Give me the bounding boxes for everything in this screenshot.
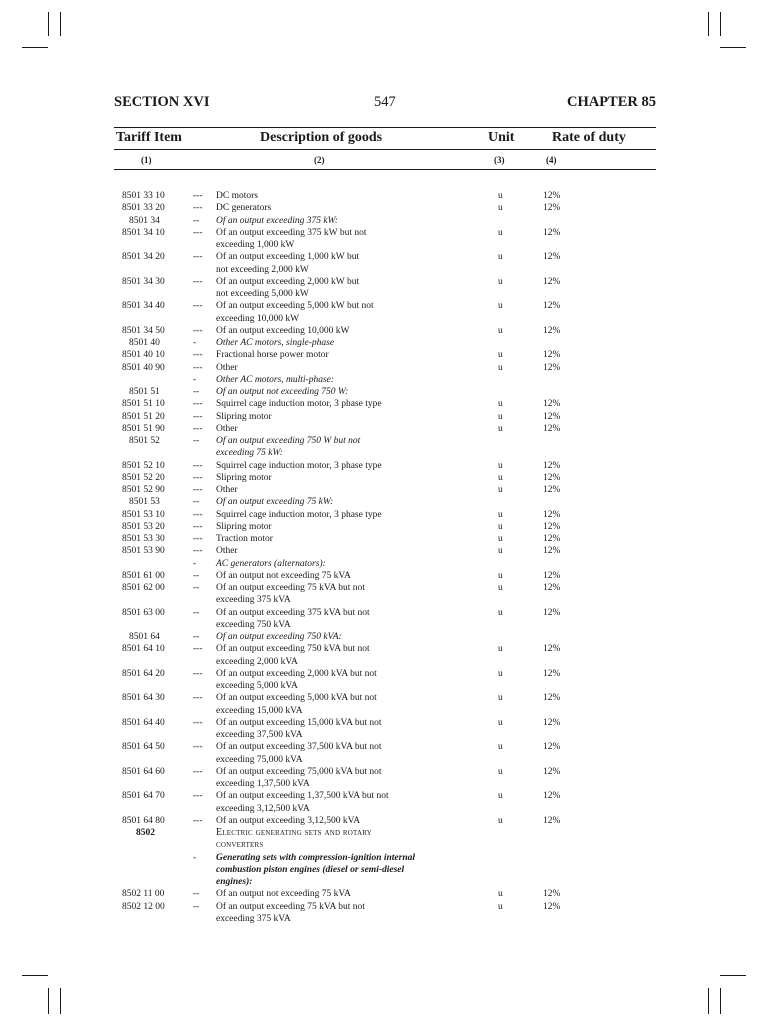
table-subheader-rule [114,169,656,170]
goods-description: Of an output not exceeding 750 W: [216,387,349,397]
duty-rate: 12% [543,742,561,753]
tariff-code: 8502 [136,828,155,838]
indent-dash: --- [193,717,203,728]
unit-value: u [498,252,503,263]
duty-rate: 12% [543,889,561,900]
unit-value: u [498,766,503,777]
goods-description: exceeding 750 kVA [216,619,291,630]
unit-value: u [498,191,503,201]
unit-value: u [498,791,503,802]
unit-value: u [498,485,503,495]
duty-rate: 12% [543,472,561,483]
goods-description: Other AC motors, single-phase [216,338,335,348]
goods-description: Of an output exceeding 5,000 kVA but not [216,693,377,704]
tariff-code: 8501 51 [129,387,160,397]
tariff-code: 8501 64 [129,632,160,642]
indent-dash: --- [193,191,203,201]
unit-value: u [498,742,503,753]
indent-dash: - [193,558,197,569]
duty-rate: 12% [543,350,561,361]
unit-value: u [498,411,503,422]
goods-description: DC motors [216,191,258,201]
goods-description: not exceeding 5,000 kW [216,289,309,299]
col-number-2: (2) [314,155,325,165]
goods-description: Of an output exceeding 2,000 kW but [216,276,360,287]
unit-value: u [498,227,503,238]
goods-description: Of an output exceeding 75 kVA but not [216,583,365,593]
tariff-code: 8501 52 20 [122,472,165,483]
tariff-code: 8501 33 10 [122,191,165,201]
unit-value: u [498,570,503,581]
unit-value: u [498,325,503,336]
table-top-rule [114,127,656,128]
goods-description: Of an output exceeding 3,12,500 kVA [216,815,361,826]
unit-value: u [498,509,503,520]
duty-rate: 12% [543,901,561,912]
goods-description: Other [216,485,238,495]
unit-value: u [498,521,503,532]
crop-mark [60,988,61,1014]
tariff-code: 8501 64 10 [122,644,165,655]
unit-value: u [498,276,503,287]
indent-dash: --- [193,509,203,520]
indent-dash: --- [193,693,203,704]
crop-mark [22,47,48,48]
indent-dash: --- [193,301,203,312]
goods-description: Other [216,362,238,373]
goods-description: Slipring motor [216,411,272,422]
goods-description: Other AC motors, multi-phase: [216,374,335,385]
goods-description: not exceeding 2,000 kW [216,264,309,275]
indent-dash: -- [193,632,200,642]
goods-description: Traction motor [216,534,273,544]
indent-dash: -- [193,607,200,618]
duty-rate: 12% [543,607,561,618]
unit-value: u [498,607,503,618]
goods-description: Of an output exceeding 37,500 kVA but not [216,742,382,753]
unit-value: u [498,350,503,361]
indent-dash: --- [193,546,203,557]
unit-value: u [498,889,503,900]
tariff-code: 8501 52 [129,436,160,446]
indent-dash: -- [193,570,200,581]
duty-rate: 12% [543,485,561,495]
unit-value: u [498,301,503,312]
indent-dash: --- [193,766,203,777]
goods-description: Other [216,546,238,557]
indent-dash: -- [193,901,200,912]
duty-rate: 12% [543,570,561,581]
goods-description: Of an output exceeding 1,37,500 kVA but not [216,791,389,802]
tariff-code: 8501 61 00 [122,570,165,581]
indent-dash: -- [193,889,200,900]
indent-dash: --- [193,815,203,826]
indent-dash: --- [193,521,203,532]
duty-rate: 12% [543,423,561,434]
indent-dash: -- [193,583,200,593]
indent-dash: --- [193,350,203,361]
unit-value: u [498,583,503,593]
tariff-code: 8501 51 90 [122,423,165,434]
goods-description: Fractional horse power motor [216,350,329,361]
goods-description: Of an output exceeding 2,000 kVA but not [216,668,377,679]
indent-dash: - [193,852,197,863]
duty-rate: 12% [543,301,561,312]
duty-rate: 12% [543,521,561,532]
indent-dash: --- [193,791,203,802]
goods-description: Of an output exceeding 375 kVA but not [216,607,370,618]
duty-rate: 12% [543,668,561,679]
goods-description: DC generators [216,203,272,214]
col-number-1: (1) [141,155,152,165]
tariff-code: 8501 64 40 [122,717,165,728]
tariff-code: 8501 51 20 [122,411,165,422]
duty-rate: 12% [543,791,561,802]
crop-mark [720,47,746,48]
goods-description: Electric generating sets and rotary [216,827,372,838]
unit-value: u [498,203,503,214]
tariff-code: 8501 64 60 [122,766,165,777]
goods-description: Slipring motor [216,472,272,483]
goods-description: converters [216,839,264,851]
duty-rate: 12% [543,583,561,593]
tariff-code: 8501 34 20 [122,252,165,263]
indent-dash: -- [193,436,200,446]
goods-description: Of an output not exceeding 75 kVA [216,889,351,900]
goods-description: Squirrel cage induction motor, 3 phase type [216,460,382,471]
duty-rate: 12% [543,362,561,373]
tariff-code: 8501 62 00 [122,583,165,593]
tariff-code: 8501 33 20 [122,203,165,214]
indent-dash: --- [193,227,203,238]
goods-description: Of an output not exceeding 75 kVA [216,570,351,581]
indent-dash: --- [193,460,203,471]
duty-rate: 12% [543,546,561,557]
unit-value: u [498,546,503,557]
duty-rate: 12% [543,203,561,214]
goods-description: Of an output exceeding 75 kVA but not [216,901,365,912]
col-header-tariff-item: Tariff Item [116,130,182,145]
goods-description: Of an output exceeding 375 kW: [216,215,339,226]
goods-description: exceeding 37,500 kVA [216,730,303,740]
tariff-code: 8501 34 50 [122,325,165,336]
goods-description: Of an output exceeding 15,000 kVA but not [216,717,382,728]
tariff-code: 8501 53 [129,497,160,508]
goods-description: exceeding 375 kVA [216,595,291,606]
indent-dash: --- [193,534,203,544]
unit-value: u [498,534,503,544]
tariff-code: 8501 40 [129,338,160,348]
goods-description: Of an output exceeding 5,000 kW but not [216,301,374,312]
col-number-3: (3) [494,155,505,165]
goods-description: Squirrel cage induction motor, 3 phase type [216,509,382,520]
goods-description: exceeding 1,000 kW [216,240,295,250]
tariff-code: 8501 34 30 [122,276,165,287]
indent-dash: --- [193,362,203,373]
goods-description: Of an output exceeding 375 kW but not [216,227,367,238]
indent-dash: --- [193,485,203,495]
indent-dash: -- [193,215,200,226]
goods-description: Generating sets with compression-ignition internal [216,852,416,863]
goods-description: Of an output exceeding 750 kVA: [216,632,342,642]
indent-dash: --- [193,644,203,655]
goods-description: Of an output exceeding 750 W but not [216,436,361,446]
indent-dash: --- [193,252,203,263]
goods-description: AC generators (alternators): [216,558,326,569]
crop-mark [720,988,721,1014]
tariff-code: 8501 34 [129,215,160,226]
indent-dash: --- [193,668,203,679]
tariff-code: 8501 52 10 [122,460,165,471]
indent-dash: --- [193,325,203,336]
indent-dash: --- [193,203,203,214]
tariff-code: 8501 64 70 [122,791,165,802]
goods-description: Slipring motor [216,521,272,532]
duty-rate: 12% [543,399,561,410]
tariff-code: 8501 40 90 [122,362,165,373]
duty-rate: 12% [543,252,561,263]
goods-description: Of an output exceeding 1,000 kW but [216,252,360,263]
duty-rate: 12% [543,534,561,544]
goods-description: Of an output exceeding 750 kVA but not [216,644,370,655]
col-header-unit: Unit [488,130,515,145]
unit-value: u [498,472,503,483]
unit-value: u [498,901,503,912]
goods-description: Other [216,423,238,434]
tariff-code: 8501 53 90 [122,546,165,557]
unit-value: u [498,362,503,373]
indent-dash: - [193,338,197,348]
col-header-rate: Rate of duty [552,130,626,145]
unit-value: u [498,693,503,704]
goods-description: Of an output exceeding 10,000 kW [216,325,350,336]
duty-rate: 12% [543,766,561,777]
duty-rate: 12% [543,325,561,336]
duty-rate: 12% [543,693,561,704]
unit-value: u [498,399,503,410]
goods-description: combustion piston engines (diesel or semi-diesel [216,864,405,875]
duty-rate: 12% [543,191,561,201]
indent-dash: --- [193,472,203,483]
goods-description: Of an output exceeding 75 kW: [216,497,334,508]
goods-description: exceeding 5,000 kVA [216,681,298,691]
goods-description: exceeding 3,12,500 kVA [216,803,310,814]
section-heading: SECTION XVI [114,94,210,110]
tariff-code: 8502 12 00 [122,901,165,912]
chapter-heading: CHAPTER 85 [566,94,656,110]
goods-description: exceeding 10,000 kW [216,313,300,324]
goods-description: exceeding 75 kW: [216,448,283,459]
tariff-code: 8501 53 20 [122,521,165,532]
indent-dash: - [193,374,197,385]
duty-rate: 12% [543,815,561,826]
unit-value: u [498,460,503,471]
indent-dash: -- [193,497,200,508]
crop-mark [22,975,48,976]
goods-description: exceeding 75,000 kVA [216,754,303,765]
duty-rate: 12% [543,644,561,655]
tariff-code: 8501 53 10 [122,509,165,520]
goods-description: engines): [216,877,253,887]
indent-dash: --- [193,411,203,422]
crop-mark [60,12,61,36]
duty-rate: 12% [543,276,561,287]
tariff-code: 8501 34 40 [122,301,165,312]
unit-value: u [498,668,503,679]
indent-dash: --- [193,423,203,434]
table-header-rule [114,149,656,150]
indent-dash: --- [193,742,203,753]
indent-dash: --- [193,399,203,410]
crop-mark [708,12,709,36]
indent-dash: -- [193,387,200,397]
crop-mark [48,12,49,36]
tariff-code: 8501 64 80 [122,815,165,826]
tariff-code: 8501 64 30 [122,693,165,704]
col-header-description: Description of goods [260,130,383,145]
tariff-code: 8501 52 90 [122,485,165,495]
tariff-code: 8501 64 50 [122,742,165,753]
tariff-code: 8501 51 10 [122,399,165,410]
goods-description: exceeding 15,000 kVA [216,705,303,716]
crop-mark [720,975,746,976]
duty-rate: 12% [543,411,561,422]
col-number-4: (4) [546,155,557,165]
goods-description: exceeding 375 kVA [216,913,291,924]
duty-rate: 12% [543,509,561,520]
crop-mark [48,988,49,1014]
page-number: 547 [374,94,396,110]
crop-mark [708,988,709,1014]
unit-value: u [498,644,503,655]
duty-rate: 12% [543,227,561,238]
crop-mark [720,12,721,36]
goods-description: exceeding 1,37,500 kVA [216,779,310,789]
duty-rate: 12% [543,717,561,728]
tariff-code: 8501 34 10 [122,227,165,238]
unit-value: u [498,423,503,434]
duty-rate: 12% [543,460,561,471]
tariff-code: 8501 63 00 [122,607,165,618]
tariff-code: 8501 53 30 [122,534,165,544]
goods-description: Of an output exceeding 75,000 kVA but not [216,766,382,777]
unit-value: u [498,717,503,728]
unit-value: u [498,815,503,826]
goods-description: Squirrel cage induction motor, 3 phase type [216,399,382,410]
goods-description: exceeding 2,000 kVA [216,656,298,667]
indent-dash: --- [193,276,203,287]
tariff-code: 8502 11 00 [122,889,165,900]
tariff-code: 8501 64 20 [122,668,165,679]
tariff-code: 8501 40 10 [122,350,165,361]
